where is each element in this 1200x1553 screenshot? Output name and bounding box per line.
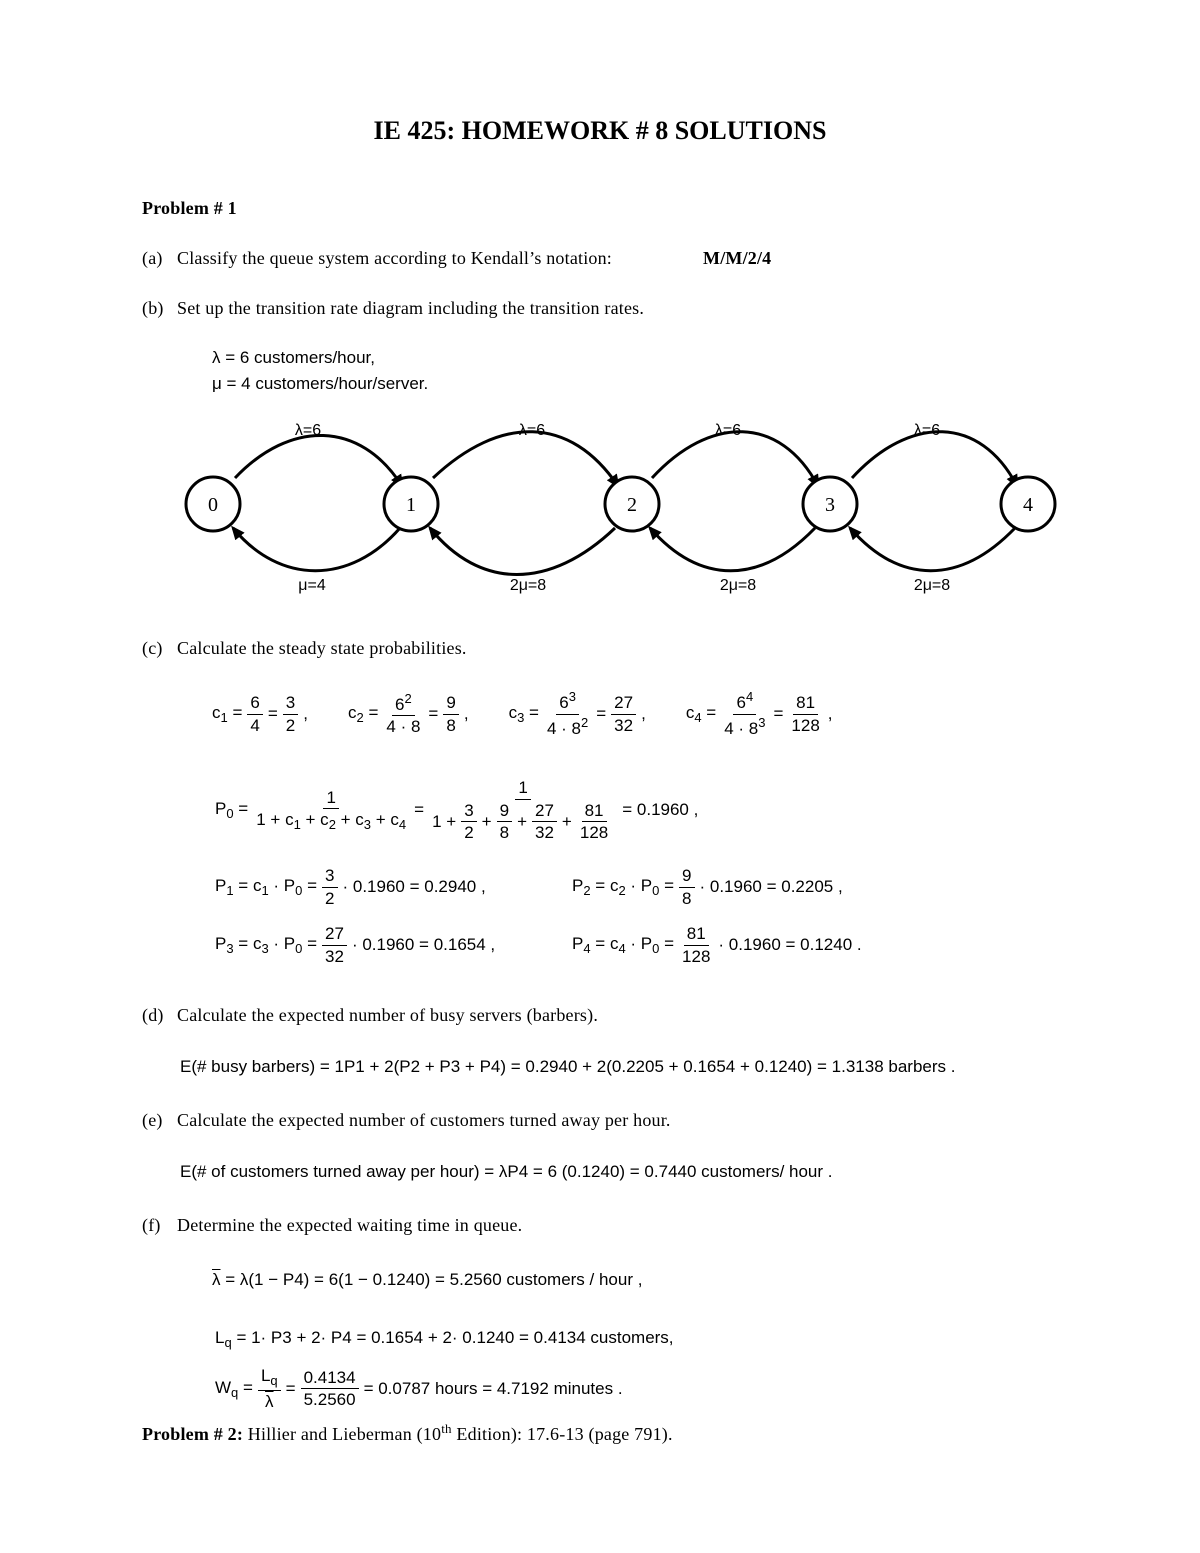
part-c-text: Calculate the steady state probabilities.	[177, 638, 467, 658]
service-rate-label: 2μ=8	[913, 577, 951, 594]
service-rate-label: μ=4	[298, 577, 326, 594]
service-arrow-3-2	[650, 528, 815, 571]
part-e-label: (e)	[142, 1110, 163, 1130]
service-rate-label: 2μ=8	[509, 577, 547, 594]
problem-2-text-b: Edition): 17.6-13 (page 791).	[451, 1424, 673, 1444]
problem-1-heading: Problem # 1	[142, 198, 237, 218]
service-rate-label: 2μ=8	[719, 577, 757, 594]
lambda-definition: λ = 6 customers/hour,	[212, 348, 375, 367]
lq-rhs: = 1· P3 + 2· P4 = 0.1654 + 2· 0.1240 = 0.4134 customers,	[236, 1328, 674, 1347]
state-label: 2	[627, 494, 637, 516]
wq-rhs: = 0.0787 hours = 4.7192 minutes .	[363, 1378, 623, 1398]
arrival-rate-label: λ=6	[714, 422, 742, 439]
p0-equation: $P_0$ = $\frac{1}{1 + c_1 + c_2 + c_3 + c_4}$ = 1 1 + $\frac{3}{2}$ + $\frac{9}{8}$ + $\frac{27}{32}$ + $\frac{81}{128}$ = 0.1960 ,	[215, 778, 699, 843]
part-c-label: (c)	[142, 638, 163, 658]
part-e-text: Calculate the expected number of customers turned away per hour.	[177, 1110, 671, 1130]
page-title: IE 425: HOMEWORK # 8 SOLUTIONS	[373, 116, 827, 145]
part-f-label: (f)	[142, 1215, 161, 1235]
busy-barbers-equation	[180, 1057, 955, 1077]
service-arrow-1-0	[233, 528, 400, 571]
problem-2-text-a: Hillier and Lieberman (10	[247, 1424, 442, 1444]
arrival-rate-label: λ=6	[518, 422, 546, 439]
turned-away-equation: E(# of customers turned away per hour) = λP4 = 6 (0.1240) = 0.7440 customers/ hour .	[180, 1162, 833, 1181]
arrival-arrow-2-3	[652, 432, 818, 486]
effective-arrival-rate-equation	[212, 1270, 642, 1290]
p3-equation: $P_3 = c_3 \cdot P_0$ = $\frac{27}{32}$ · 0.1960 = 0.1654 ,	[215, 924, 496, 966]
arrival-arrow-0-1	[235, 435, 402, 486]
state-label: 4	[1023, 494, 1033, 516]
busy-barbers-lhs: E(# busy barbers)	[180, 1057, 316, 1076]
part-f-text: Determine the expected waiting time in queue.	[177, 1215, 523, 1235]
service-arrow-2-1	[430, 528, 615, 575]
problem-2-line	[142, 1421, 673, 1445]
p2-equation: $P_2 = c_2 \cdot P_0$ = $\frac{9}{8}$ · 0.1960 = 0.2205 ,	[572, 866, 843, 908]
busy-barbers-rhs: = 1P1 + 2(P2 + P3 + P4) = 0.2940 + 2(0.2205 + 0.1654 + 0.1240) = 1.3138 barbers .	[319, 1057, 956, 1076]
part-b-label: (b)	[142, 298, 164, 318]
part-d-label: (d)	[142, 1005, 164, 1025]
p1-equation: $P_1 = c_1 \cdot P_0$ = $\frac{3}{2}$ · 0.1960 = 0.2940 ,	[215, 866, 486, 908]
problem-2-sup: th	[441, 1421, 452, 1436]
part-b-text: Set up the transition rate diagram including the transition rates.	[177, 298, 645, 318]
c-coefficients-equation: $c_1$ = $\frac{6}{4}$ = $\frac{3}{2}$ , $c_2$ = $\frac{6^2}{4 \cdot 8}$ = $\frac{9}{8}$ , $c_3$ = $\frac{6^3}{4 \cdot 8^2}$ = $\frac{27}{32}$ , $c_4$ = $\frac{6^4}{4 \cdot 8^3}$ = $\frac{81}{128}$ ,	[212, 689, 833, 738]
kendall-notation-answer: M/M/2/4	[703, 248, 772, 268]
state-label: 0	[208, 494, 218, 516]
lq-equation: $L_q = 1\cdot P3 + 2\cdot P4 = 0.1654 + 2\cdot 0.1240 = 0.4134$ customers,	[215, 1328, 674, 1350]
part-a-text: Classify the queue system according to Kendall’s notation:	[177, 248, 613, 268]
effective-arrival-rate-rhs: = λ(1 − P4) = 6(1 − 0.1240) = 5.2560 customers / hour ,	[225, 1270, 643, 1289]
transition-rate-diagram	[0, 410, 1200, 600]
state-label: 3	[825, 494, 835, 516]
part-a-label: (a)	[142, 248, 163, 268]
mu-definition: μ = 4 customers/hour/server.	[212, 374, 429, 393]
problem-2-heading: Problem # 2:	[142, 1424, 244, 1444]
part-d-text: Calculate the expected number of busy servers (barbers).	[177, 1005, 599, 1025]
arrival-rate-label: λ=6	[913, 422, 941, 439]
arrival-arrow-3-4	[852, 432, 1017, 486]
p4-equation: $P_4 = c_4 \cdot P_0$ = $\frac{81}{128}$ · 0.1960 = 0.1240 .	[572, 924, 862, 966]
state-label: 1	[406, 494, 416, 516]
service-arrow-4-3	[850, 528, 1015, 571]
wq-equation: $W_q$ = $\frac{L_q}{\lambda}$ = $\frac{0.4134}{5.2560}$ = 0.0787 hours = 4.7192 minutes .	[215, 1366, 623, 1411]
lambda-bar-symbol: $\overline{\lambda}$	[212, 1270, 221, 1289]
arrival-rate-label: λ=6	[294, 422, 322, 439]
arrival-arrow-1-2	[433, 432, 618, 486]
